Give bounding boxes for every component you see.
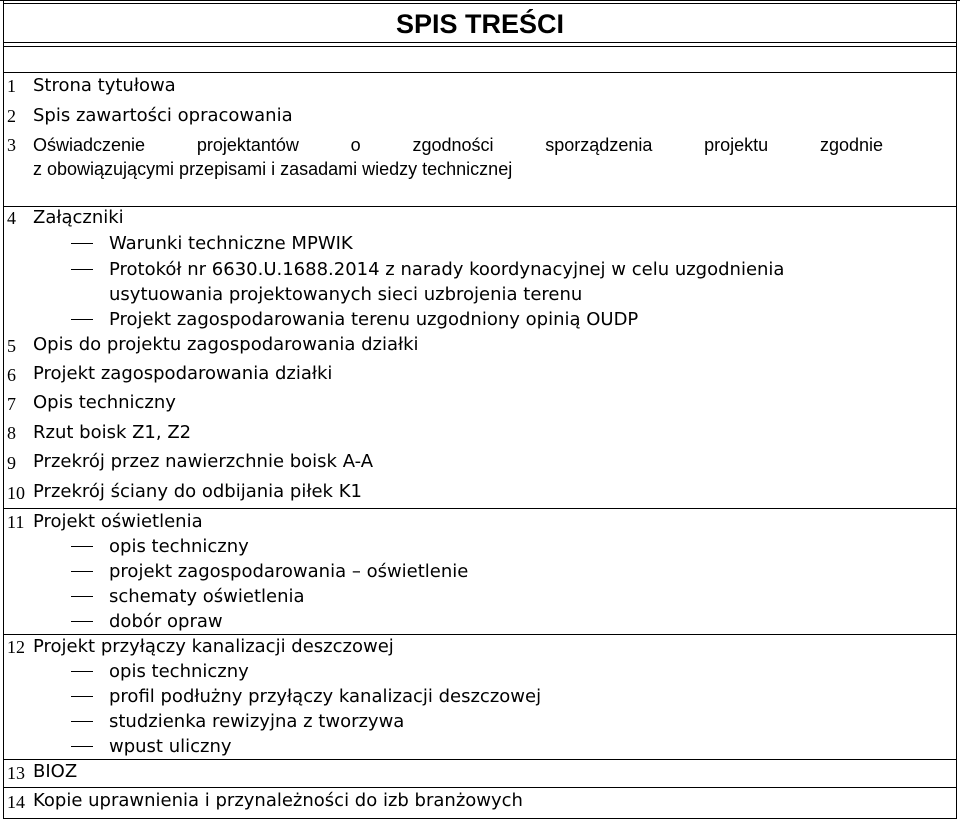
dash-icon <box>71 269 93 270</box>
sub-item: Projekt zagospodarowania terenu uzgodniony opinią OUDP <box>109 309 639 330</box>
item-text: Spis zawartości opracowania <box>33 105 293 126</box>
item-number: 9 <box>7 453 16 473</box>
row-divider <box>3 818 957 819</box>
sub-item: dobór opraw <box>109 611 223 632</box>
item-number: 7 <box>7 394 16 414</box>
item-text: Przekrój ściany do odbijania piłek K1 <box>33 481 362 502</box>
dash-icon <box>71 319 93 320</box>
item-text: Rzut boisk Z1, Z2 <box>33 422 192 443</box>
item-text: Projekt przyłączy kanalizacji deszczowej <box>33 636 394 657</box>
dash-icon <box>71 596 93 597</box>
item-number: 4 <box>7 208 16 228</box>
table-border-left <box>3 0 4 819</box>
dash-icon <box>71 571 93 572</box>
row-divider <box>3 759 957 760</box>
item-text: BIOZ <box>33 761 78 782</box>
item-number: 8 <box>7 423 16 443</box>
dash-icon <box>71 746 93 747</box>
item-number: 2 <box>7 106 16 126</box>
sub-item: schematy oświetlenia <box>109 586 305 607</box>
item-number: 11 <box>7 512 25 532</box>
item-text: Kopie uprawnienia i przynależności do izb branżowych <box>33 790 523 811</box>
dash-icon <box>71 671 93 672</box>
item-text: Projekt oświetlenia <box>33 511 203 532</box>
sub-item: studzienka rewizyjna z tworzywa <box>109 711 405 732</box>
row-divider <box>3 46 957 47</box>
sub-item: Protokół nr 6630.U.1688.2014 z narady koordynacyjnej w celu uzgodnienia <box>109 259 785 280</box>
item-number: 13 <box>7 763 25 783</box>
dash-icon <box>71 621 93 622</box>
item-number: 6 <box>7 365 16 385</box>
item-text: Projekt zagospodarowania działki <box>33 363 333 384</box>
dash-icon <box>71 696 93 697</box>
item-number: 12 <box>7 637 25 657</box>
row-divider <box>3 72 957 73</box>
sub-item: opis techniczny <box>109 661 249 682</box>
item-text-line1: Oświadczenie projektantów o zgodności sporządzenia projektu zgodnie <box>33 135 883 155</box>
item-number: 14 <box>7 792 25 812</box>
item-text: Strona tytułowa <box>33 75 176 96</box>
page-title: SPIS TREŚCI <box>395 9 565 39</box>
row-divider <box>3 787 957 788</box>
dash-icon <box>71 546 93 547</box>
item-number: 3 <box>7 135 16 155</box>
dash-icon <box>71 721 93 722</box>
item-text: Załączniki <box>33 207 124 228</box>
item-text: Przekrój przez nawierzchnie boisk A-A <box>33 451 374 472</box>
table-border-right <box>956 0 957 819</box>
sub-item: wpust uliczny <box>109 736 232 757</box>
item-text: Opis do projektu zagospodarowania działki <box>33 334 419 355</box>
dash-icon <box>71 243 93 244</box>
row-divider <box>3 206 957 207</box>
sub-item: opis techniczny <box>109 536 249 557</box>
sub-item: profil podłużny przyłączy kanalizacji deszczowej <box>109 686 542 707</box>
sub-item: Warunki techniczne MPWIK <box>109 233 353 254</box>
sub-item-continuation: usytuowania projektowanych sieci uzbrojenia terenu <box>109 284 583 305</box>
row-divider <box>3 508 957 509</box>
item-number: 5 <box>7 336 16 356</box>
table-border-top <box>0 0 960 1</box>
item-number: 1 <box>7 76 16 96</box>
item-number: 10 <box>7 483 25 503</box>
item-text-line2: z obowiązującymi przepisami i zasadami wiedzy technicznej <box>33 159 513 179</box>
item-text: Opis techniczny <box>33 392 176 413</box>
sub-item: projekt zagospodarowania – oświetlenie <box>109 561 469 582</box>
